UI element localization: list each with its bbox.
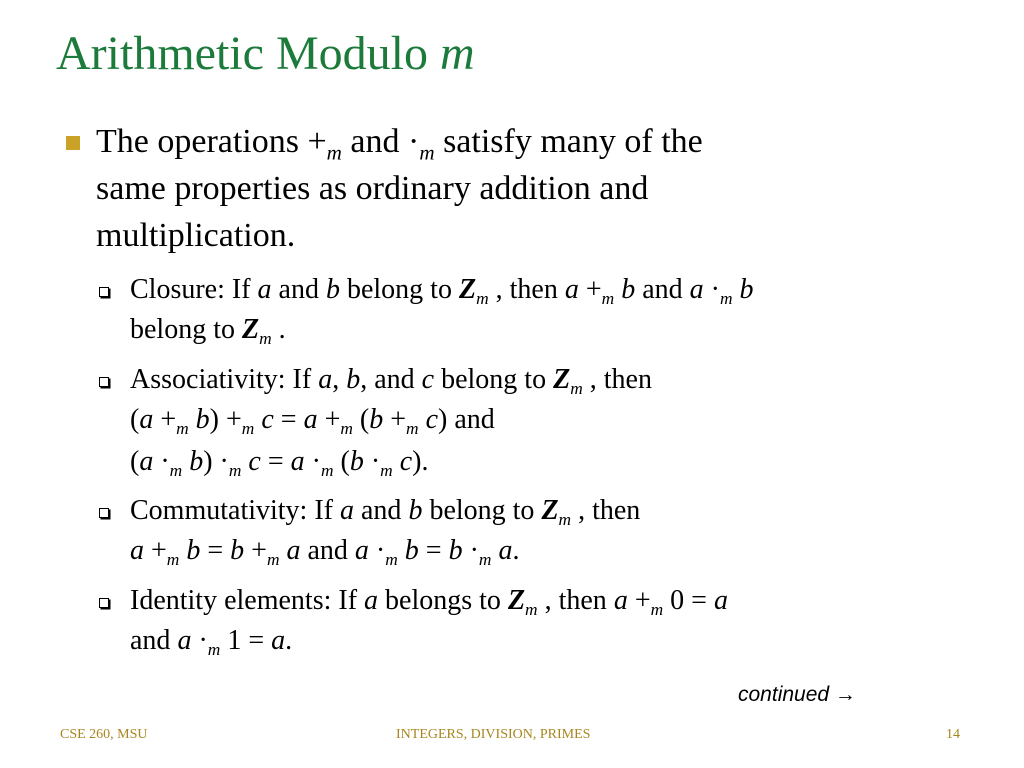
main-bullet-line-3: multiplication. (96, 217, 296, 254)
associativity-line-2: ($a +_m$ $b) +_m$ $c = a +_m$ ($b +_m$ c) and (130, 404, 495, 439)
closure-line-2: belong to $Z_m$ . (130, 314, 286, 349)
identity-line-2: and $a \cdot_m$ 1 = a. (130, 625, 293, 660)
associativity-line-3: ($a \cdot_m$ $b) \cdot_m$ $c = a \cdot_m$ ($b \cdot_m$ c). (130, 446, 429, 481)
footer-course: CSE 260, MSU (60, 727, 148, 742)
sub-bullet-marker-identity (99, 598, 109, 608)
identity-line-1: Identity elements: If a belongs to $Z_m$ , then $a +_m$ 0 = a (130, 585, 728, 620)
sub-bullet-marker-closure (99, 287, 109, 297)
commutativity-line-2: $a +_m$ $b = b +_m$ a and $a \cdot_m$ $b = b \cdot_m$ a. (130, 535, 520, 570)
sub-bullet-marker-commutativity (99, 508, 109, 518)
main-bullet-line-1: The operations $+_m$ and $\cdot_m$ satisfy many of the (96, 123, 703, 165)
page-title: Arithmetic Modulo m (56, 27, 475, 80)
main-bullet-marker (66, 136, 80, 150)
continued-note: continued → (738, 683, 856, 706)
footer-topic: INTEGERS, DIVISION, PRIMES (396, 727, 591, 742)
commutativity-line-1: Commutativity: If a and b belong to $Z_m$ , then (130, 495, 641, 530)
associativity-line-1: Associativity: If a, b, and c belong to $Z_m$ , then (130, 364, 652, 399)
footer-page-number: 14 (946, 727, 960, 742)
closure-line-1: Closure: If a and b belong to $Z_m$ , then $a +_m$ b and $a \cdot_m$ b (130, 274, 754, 309)
sub-bullet-marker-associativity (99, 377, 109, 387)
main-bullet-line-2: same properties as ordinary addition and (96, 170, 649, 207)
